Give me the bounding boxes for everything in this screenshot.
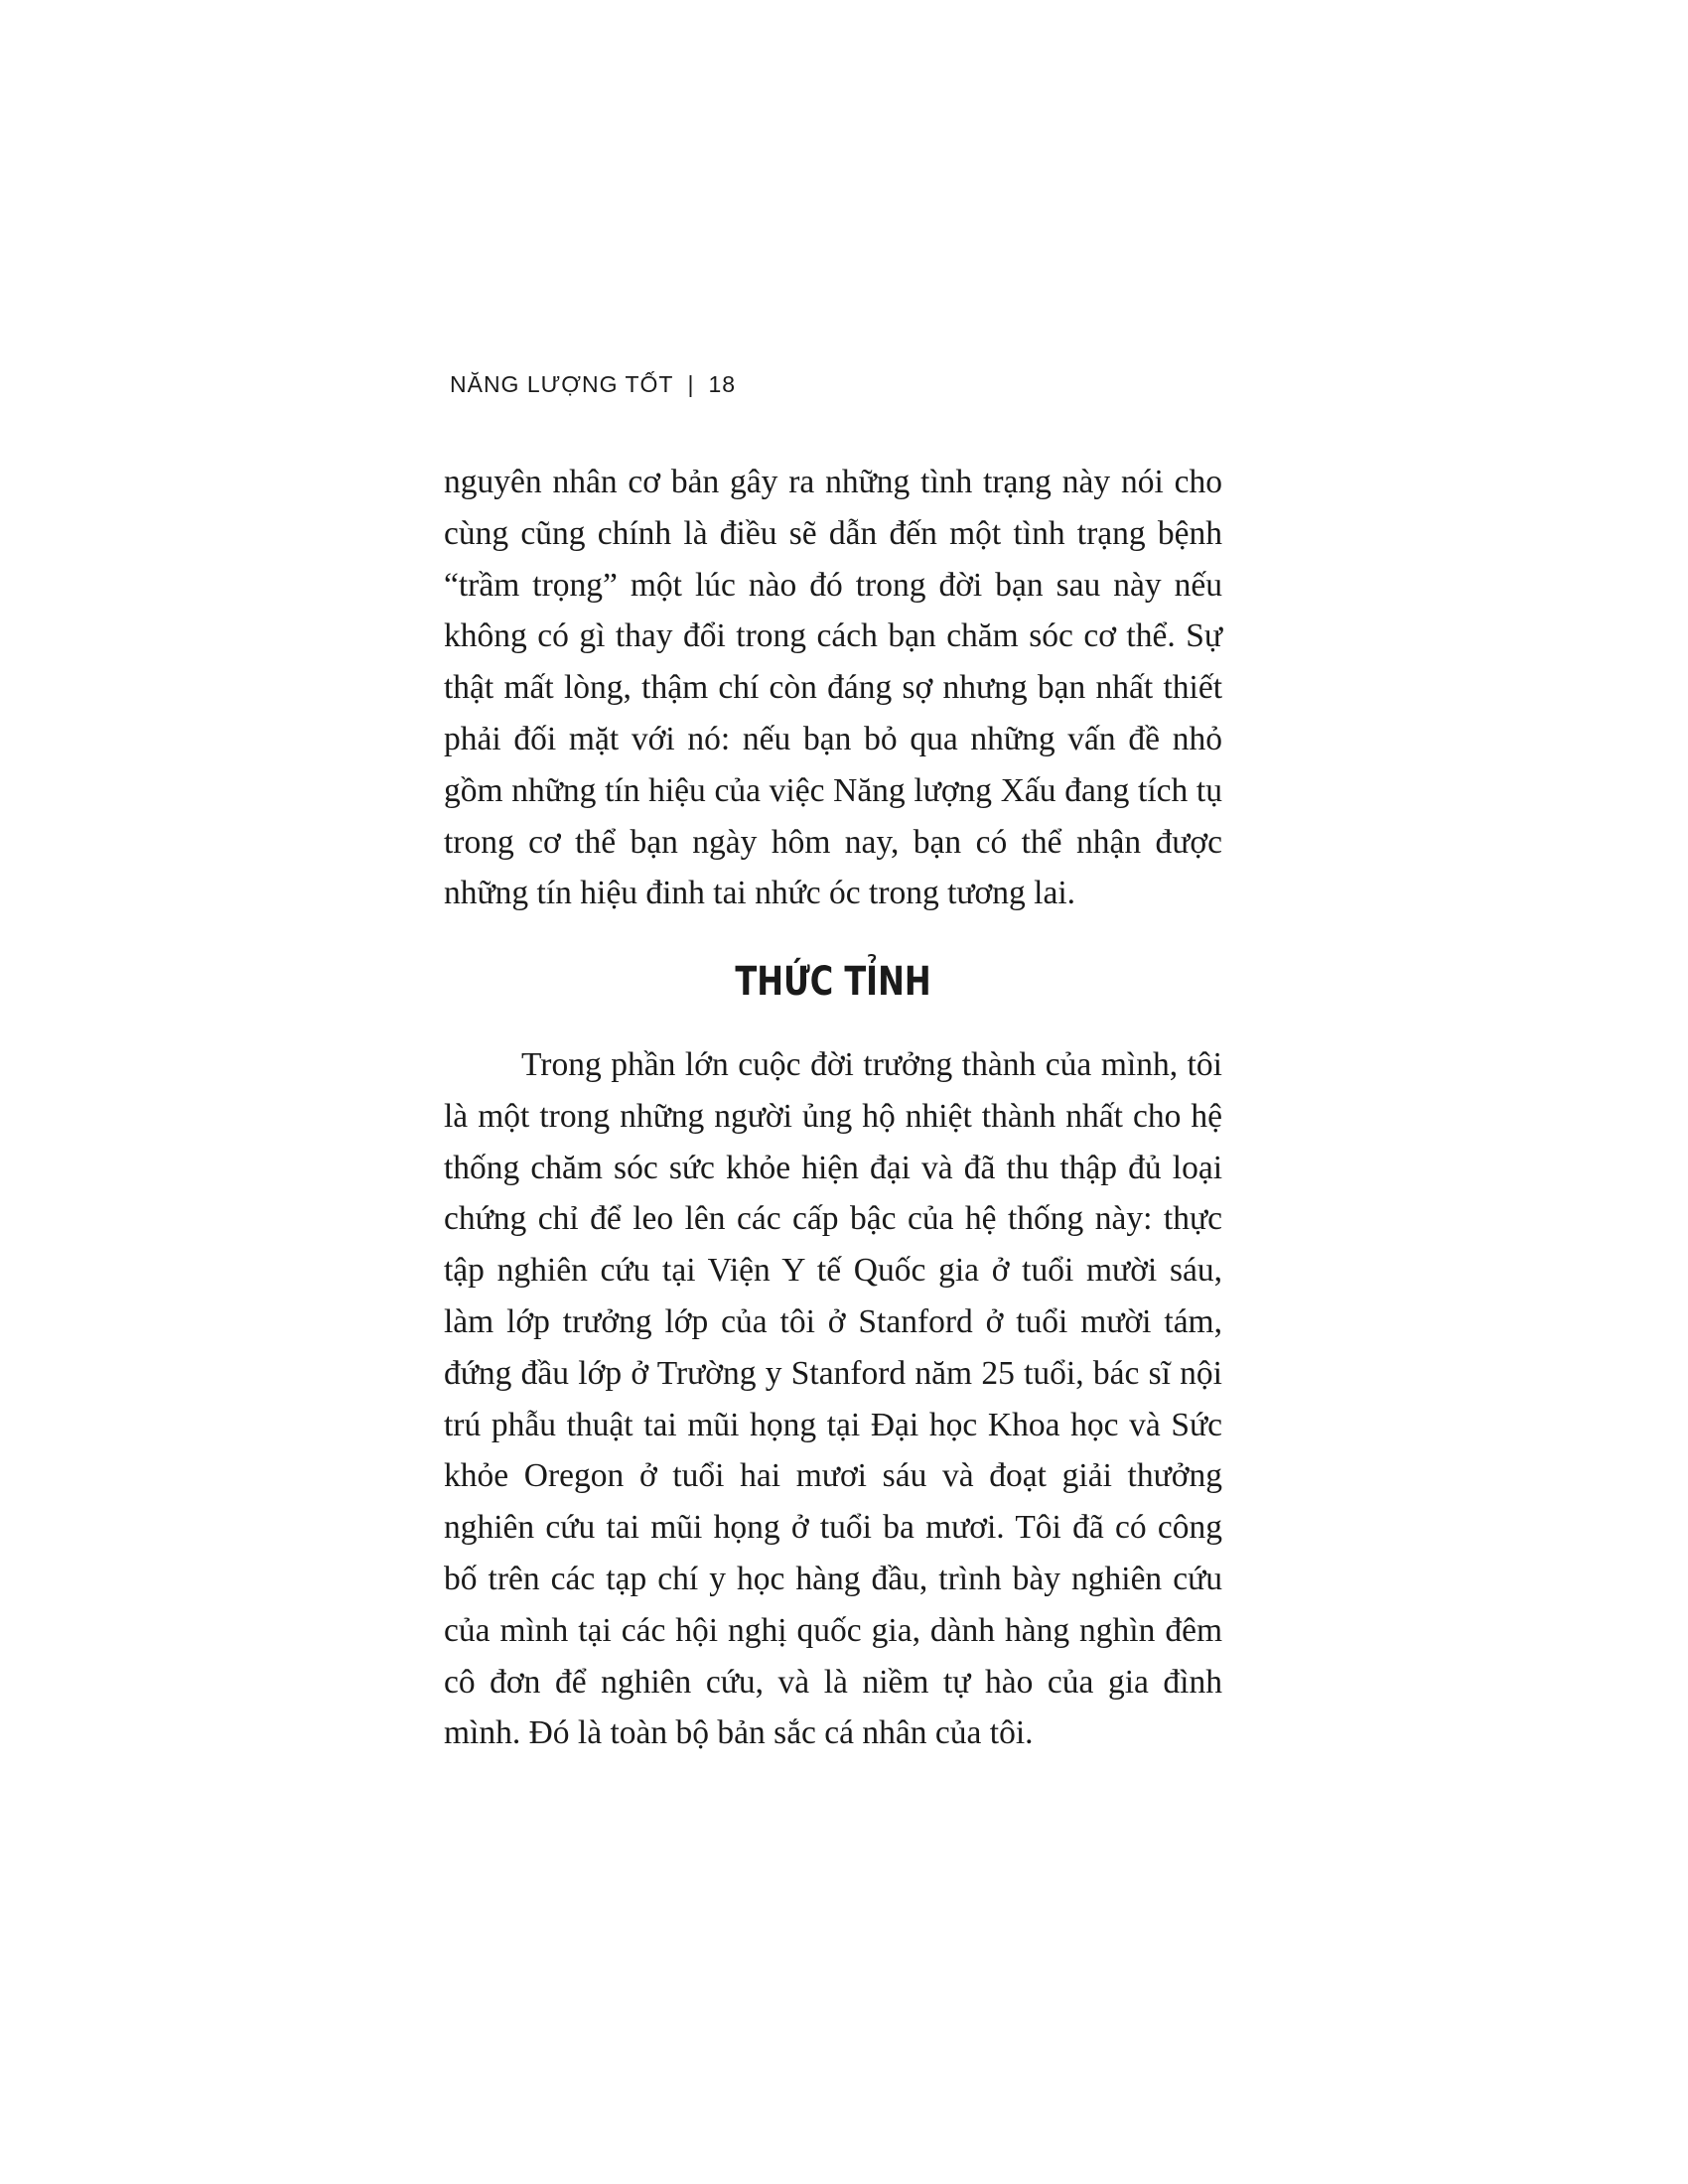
body-paragraph-1: nguyên nhân cơ bản gây ra những tình trạng này nói cho cùng cũng chính là điều sẽ dẫn đến một tình trạng bệnh “trầm trọng” một lúc nào đó trong đời bạn sau này nếu không có gì thay đổi trong cách bạn chăm sóc cơ thể. Sự thật mất lòng, thậm chí còn đáng sợ nhưng bạn nhất thiết phải đối mặt với nó: nếu bạn bỏ qua những vấn đề nhỏ gồm những tín hiệu của việc Năng lượng Xấu đang tích tụ trong cơ thể bạn ngày hôm nay, bạn có thể nhận được những tín hiệu đinh tai nhức óc trong tương lai. xyxy=(444,464,1222,912)
body-paragraph-2: Trong phần lớn cuộc đời trưởng thành của mình, tôi là một trong những người ủng hộ nhiệt thành nhất cho hệ thống chăm sóc sức khỏe hiện đại và đã thu thập đủ loại chứng chỉ để leo lên các cấp bậc của hệ thống này: thực tập nghiên cứu tại Viện Y tế Quốc gia ở tuổi mười sáu, làm lớp trưởng lớp của tôi ở Stanford ở tuổi mười tám, đứng đầu lớp ở Trường y Stanford năm 25 tuổi, bác sĩ nội trú phẫu thuật tai mũi họng tại Đại học Khoa học và Sức khỏe Oregon ở tuổi hai mươi sáu và đoạt giải thưởng nghiên cứu tai mũi họng ở tuổi ba mươi. Tôi đã có công bố trên các tạp chí y học hàng đầu, trình bày nghiên cứu của mình tại các hội nghị quốc gia, dành hàng nghìn đêm cô đơn để nghiên cứu, và là niềm tự hào của gia đình mình. Đó là toàn bộ bản sắc cá nhân của tôi. xyxy=(444,1046,1222,1752)
page-number: 18 xyxy=(708,371,737,397)
section-heading: THỨC TỈNH xyxy=(735,959,931,1005)
header-separator: | xyxy=(687,371,695,397)
running-header xyxy=(450,369,736,399)
running-title: NĂNG LƯỢNG TỐT xyxy=(450,371,674,397)
